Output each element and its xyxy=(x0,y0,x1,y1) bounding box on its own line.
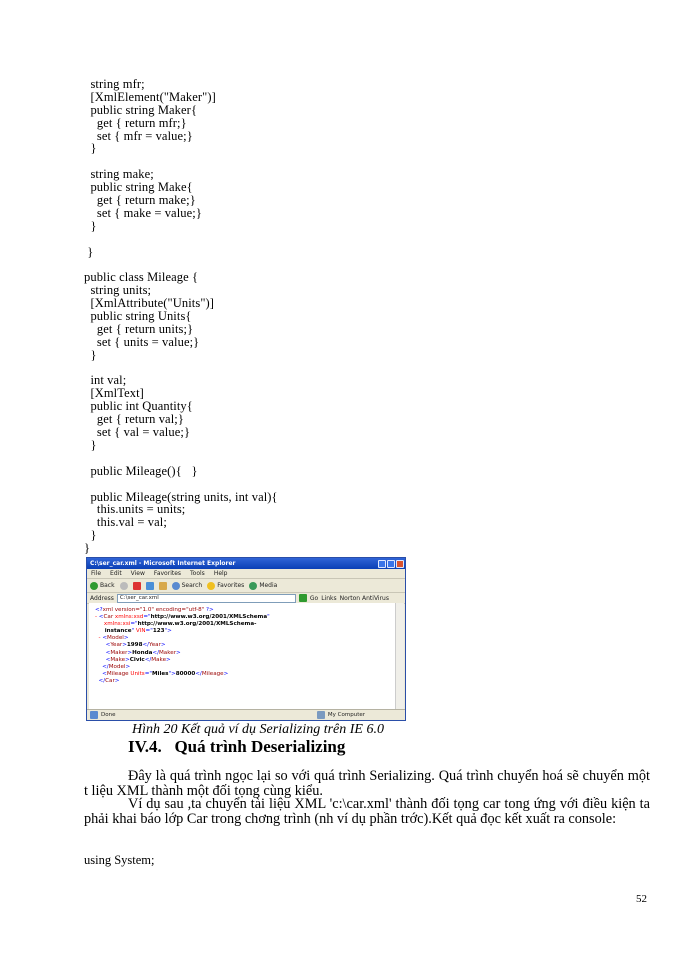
code-line: public Mileage(string units, int val){ xyxy=(84,489,278,504)
code-line: public string Maker{ xyxy=(84,102,198,117)
code-block xyxy=(84,78,384,555)
xml-line: instance" VIN="123"> xyxy=(95,628,172,635)
xml-line: </Model> xyxy=(95,663,131,670)
star-icon xyxy=(207,582,215,590)
computer-icon xyxy=(317,711,325,719)
menu-view[interactable]: View xyxy=(130,570,145,577)
code-line: set { mfr = value;} xyxy=(84,128,193,143)
code-line: set { val = value;} xyxy=(84,425,191,440)
menu-edit[interactable]: Edit xyxy=(110,570,122,577)
code-line: } xyxy=(84,347,97,362)
status-done: Done xyxy=(101,712,116,718)
back-label: Back xyxy=(100,582,115,589)
paragraph: Ví dụ sau ,ta chuyển tài liệu XML 'c:\car.xml' thành đối tọng car tong ứng với điều kiện ta phải khai báo lớp Car trong chơng trình (nh ví dụ phần trớc).Kết quả đọc kết xuất ra console: xyxy=(84,796,650,827)
code-line: } xyxy=(84,218,97,233)
code-line: set { make = value;} xyxy=(84,205,202,220)
xml-line: <Make>Civic</Make> xyxy=(95,656,171,663)
code-line: [XmlText] xyxy=(84,386,144,401)
code-line: public int Quantity{ xyxy=(84,399,193,414)
xml-line[interactable]: - <Model> xyxy=(95,635,129,642)
ie-title-bar xyxy=(87,558,405,569)
code-line xyxy=(84,478,384,491)
favorites-button[interactable] xyxy=(207,582,244,590)
stop-icon xyxy=(133,582,141,590)
code-line xyxy=(84,233,384,246)
xml-line: xmlns:xsi="http://www.w3.org/2001/XMLSchema- xyxy=(95,621,257,628)
go-icon[interactable] xyxy=(299,594,307,602)
code-line xyxy=(84,452,384,465)
code-line: string make; xyxy=(84,167,154,182)
menu-file[interactable]: File xyxy=(91,570,102,577)
search-label: Search xyxy=(181,582,203,589)
code-line: get { return mfr;} xyxy=(84,115,187,130)
address-input[interactable]: C:\ser_car.xml xyxy=(117,594,296,603)
refresh-button[interactable] xyxy=(146,582,154,590)
search-button[interactable] xyxy=(172,582,203,590)
menu-favorites[interactable]: Favorites xyxy=(153,570,182,577)
status-zone: My Computer xyxy=(327,712,365,718)
xml-line[interactable]: - <Car xmlns:xsd="http://www.w3.org/2001/XMLSchema" xyxy=(95,614,270,621)
page-number: 52 xyxy=(636,893,647,905)
stop-button[interactable] xyxy=(133,582,141,590)
menu-tools[interactable]: Tools xyxy=(190,570,205,577)
go-button[interactable]: Go xyxy=(309,594,319,602)
code-line: public Mileage(){ } xyxy=(84,463,198,478)
code-line: string units; xyxy=(84,283,152,298)
xml-line: <Maker>Honda</Maker> xyxy=(95,649,181,656)
code-line: } xyxy=(84,528,97,543)
close-icon[interactable] xyxy=(396,560,404,568)
code-line: set { units = value;} xyxy=(84,334,200,349)
ie-status-bar xyxy=(87,709,405,720)
home-button[interactable] xyxy=(159,582,167,590)
search-icon xyxy=(172,582,180,590)
code-line: [XmlAttribute("Units")] xyxy=(84,296,215,311)
back-button[interactable] xyxy=(90,582,115,590)
xml-line: <?xml version="1.0" encoding="utf-8" ?> xyxy=(95,607,214,613)
code-line: public string Units{ xyxy=(84,309,192,324)
ie-menu-bar xyxy=(87,569,405,579)
forward-button[interactable] xyxy=(120,582,128,590)
code-using-line: using System; xyxy=(84,853,155,867)
menu-help[interactable]: Help xyxy=(213,570,228,577)
forward-arrow-icon xyxy=(120,582,128,590)
code-line: [XmlElement("Maker")] xyxy=(84,89,216,104)
code-line: get { return make;} xyxy=(84,193,196,208)
refresh-icon xyxy=(146,582,154,590)
xml-line: </Car> xyxy=(95,677,120,684)
vertical-scrollbar[interactable] xyxy=(395,603,404,709)
code-line: this.val = val; xyxy=(84,515,167,530)
back-arrow-icon xyxy=(90,582,98,590)
code-line: this.units = units; xyxy=(84,502,186,517)
ie-title: C:\ser_car.xml - Microsoft Internet Explorer xyxy=(90,560,236,567)
code-line: } xyxy=(84,437,97,452)
ie-toolbar xyxy=(87,579,405,593)
maximize-icon[interactable] xyxy=(387,560,395,568)
media-icon xyxy=(249,582,257,590)
address-label: Address xyxy=(90,594,114,602)
page-done-icon xyxy=(90,711,98,719)
home-icon xyxy=(159,582,167,590)
figure-caption: Hình 20 Kết quả ví dụ Serializing trên IE 6.0 xyxy=(132,722,384,737)
minimize-icon[interactable] xyxy=(378,560,386,568)
code-line: } xyxy=(84,141,97,156)
xml-line: <Year>1998</Year> xyxy=(95,642,166,649)
code-line: public class Mileage { xyxy=(84,270,199,285)
paragraph: Đây là quá trình ngọc lại so với quá trình Serializing. Quá trình chuyển hoá sẽ chuyển một t liệu XML thành một đối tọng cùng kiểu. xyxy=(84,768,650,799)
code-line: } xyxy=(84,541,91,556)
norton-antivirus-button[interactable]: Norton AntiVirus xyxy=(339,594,389,602)
code-line: int val; xyxy=(84,373,127,388)
section-heading: IV.4. Quá trình Deserializing xyxy=(128,737,346,756)
xml-view xyxy=(89,603,397,709)
code-line: get { return val;} xyxy=(84,412,184,427)
links-button[interactable]: Links xyxy=(321,594,337,602)
code-line: } xyxy=(84,244,94,259)
media-button[interactable] xyxy=(249,582,277,590)
code-line xyxy=(84,362,384,375)
media-label: Media xyxy=(259,582,278,589)
ie-window-screenshot xyxy=(86,557,406,721)
code-line: string mfr; xyxy=(84,77,145,91)
xml-line: <Mileage Units="Miles">80000</Mileage> xyxy=(95,670,229,677)
favorites-label: Favorites xyxy=(217,582,245,589)
code-line: get { return units;} xyxy=(84,321,194,336)
code-line: public string Make{ xyxy=(84,180,193,195)
